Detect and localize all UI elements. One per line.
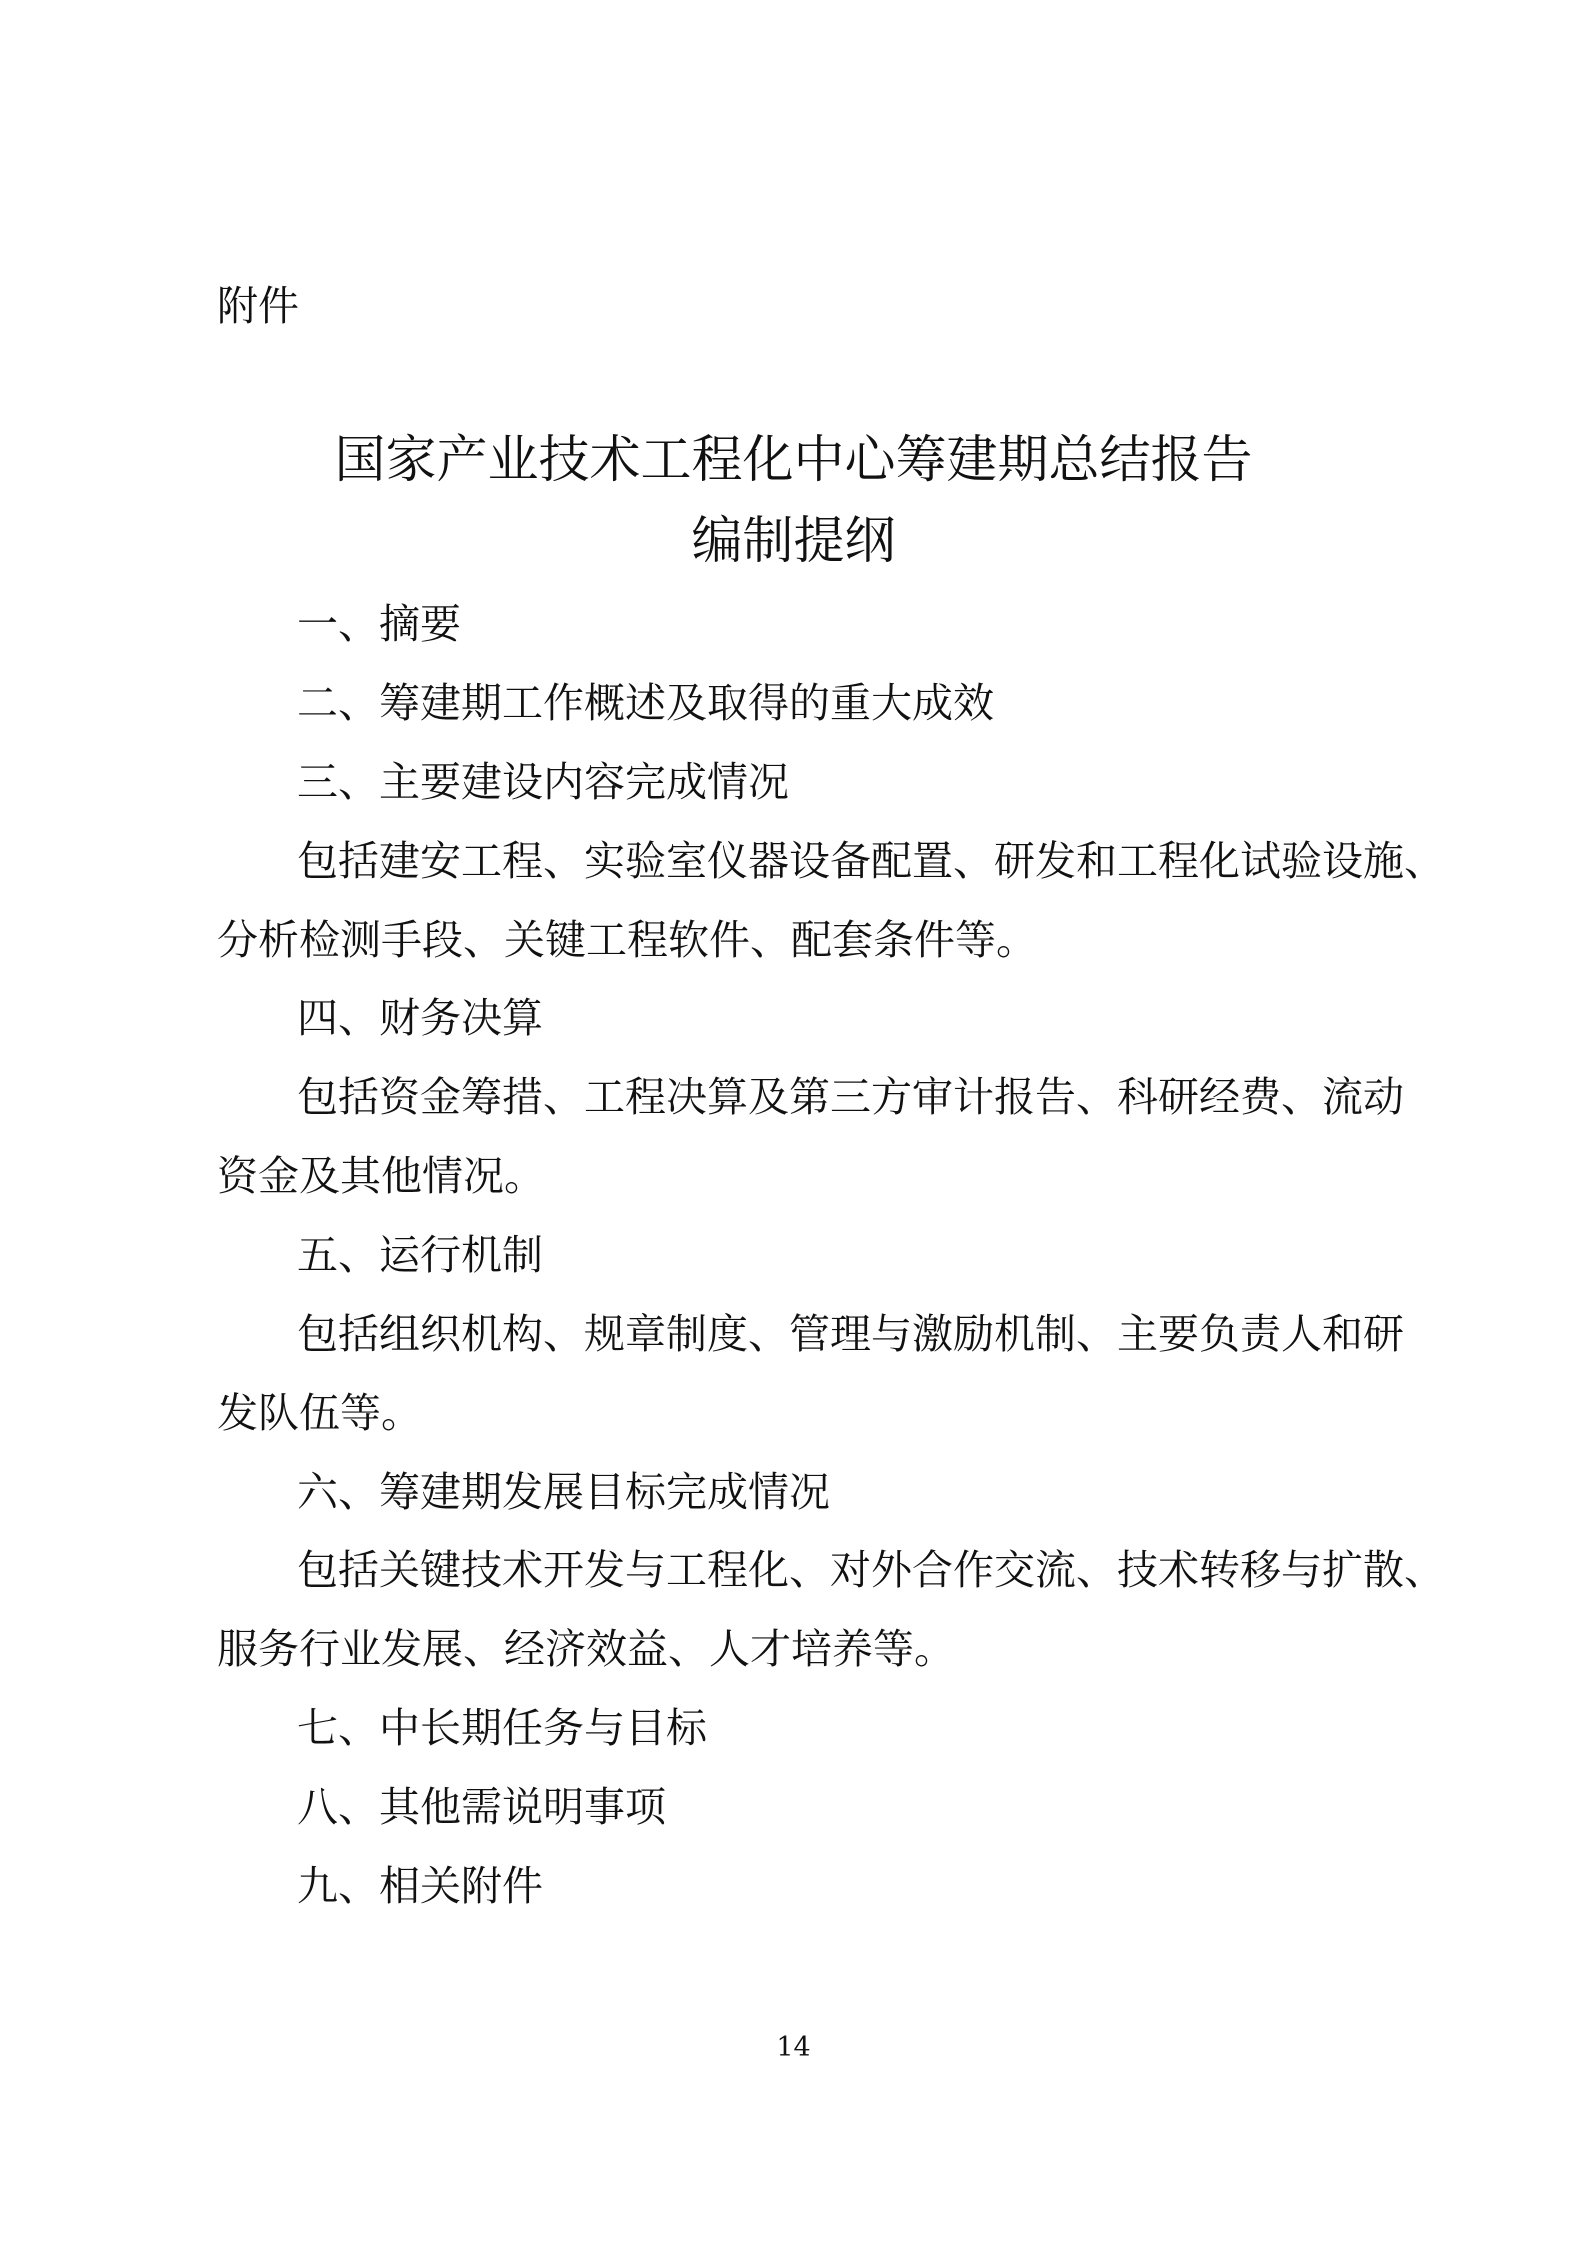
section-heading-5: 五、运行机制 xyxy=(297,1231,543,1279)
section-5-description-line-2: 发队伍等。 xyxy=(217,1389,422,1437)
section-3-description-line-1: 包括建安工程、实验室仪器设备配置、研发和工程化试验设施、 xyxy=(297,837,1445,885)
section-heading-7: 七、中长期任务与目标 xyxy=(297,1704,707,1752)
section-3-description-line-2: 分析检测手段、关键工程软件、配套条件等。 xyxy=(217,916,1037,964)
section-heading-1: 一、摘要 xyxy=(297,600,461,648)
section-heading-9: 九、相关附件 xyxy=(297,1862,543,1910)
document-title-line-2: 编制提纲 xyxy=(691,512,896,571)
section-4-description-line-2: 资金及其他情况。 xyxy=(217,1152,545,1200)
document-title-line-1: 国家产业技术工程化中心筹建期总结报告 xyxy=(334,431,1253,490)
section-4-description-line-1: 包括资金筹措、工程决算及第三方审计报告、科研经费、流动 xyxy=(297,1073,1404,1121)
section-6-description-line-1: 包括关键技术开发与工程化、对外合作交流、技术转移与扩散、 xyxy=(297,1546,1445,1594)
section-heading-8: 八、其他需说明事项 xyxy=(297,1783,666,1831)
section-heading-2: 二、筹建期工作概述及取得的重大成效 xyxy=(297,679,994,727)
page-number: 14 xyxy=(776,2032,811,2063)
section-heading-3: 三、主要建设内容完成情况 xyxy=(297,758,789,806)
section-heading-4: 四、财务决算 xyxy=(297,994,543,1042)
attachment-label: 附件 xyxy=(217,282,299,330)
section-heading-6: 六、筹建期发展目标完成情况 xyxy=(297,1468,830,1516)
section-6-description-line-2: 服务行业发展、经济效益、人才培养等。 xyxy=(217,1625,955,1673)
section-5-description-line-1: 包括组织机构、规章制度、管理与激励机制、主要负责人和研 xyxy=(297,1310,1404,1358)
